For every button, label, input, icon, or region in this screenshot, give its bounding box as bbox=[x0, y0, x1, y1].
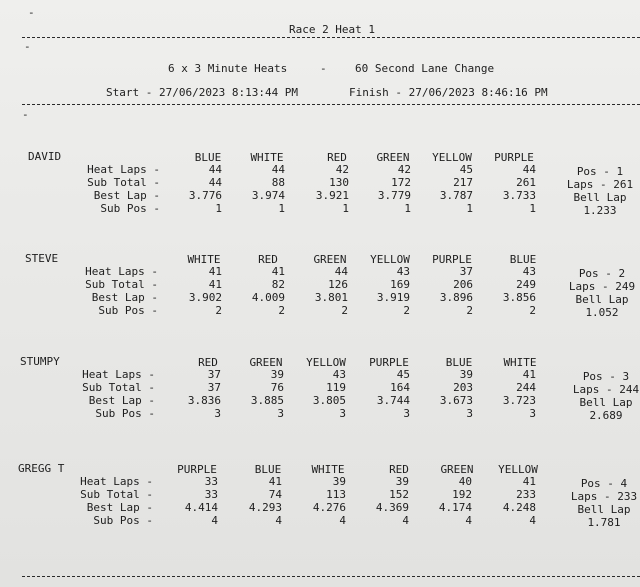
table-cell: 43 bbox=[522, 265, 536, 278]
lane-header: PURPLE bbox=[494, 151, 534, 164]
rule-top bbox=[22, 37, 640, 38]
summary-line: Bell Lap bbox=[579, 396, 633, 409]
table-cell: 119 bbox=[326, 381, 346, 394]
table-cell: 4 bbox=[211, 514, 218, 527]
summary-line: Bell Lap bbox=[577, 503, 631, 516]
table-cell: 3.836 bbox=[187, 394, 221, 407]
row-label: Sub Total - bbox=[80, 488, 153, 501]
table-cell: 4 bbox=[529, 514, 536, 527]
summary-line: Bell Lap bbox=[575, 293, 629, 306]
table-cell: 3 bbox=[339, 407, 346, 420]
rule-header-bottom bbox=[22, 104, 640, 105]
table-cell: 3.921 bbox=[315, 189, 349, 202]
lane-header: PURPLE bbox=[369, 356, 409, 369]
table-cell: 3 bbox=[403, 407, 410, 420]
summary-line: Laps - 233 bbox=[570, 490, 638, 503]
table-cell: 249 bbox=[516, 278, 536, 291]
table-cell: 3.805 bbox=[312, 394, 346, 407]
table-cell: 3 bbox=[529, 407, 536, 420]
lane-header: YELLOW bbox=[432, 151, 472, 164]
table-cell: 42 bbox=[397, 163, 411, 176]
table-cell: 41 bbox=[271, 265, 285, 278]
row-label: Best Lap - bbox=[86, 501, 153, 514]
lane-header: YELLOW bbox=[370, 253, 410, 266]
table-cell: 113 bbox=[326, 488, 346, 501]
table-cell: 4 bbox=[402, 514, 409, 527]
row-label: Heat Laps - bbox=[80, 475, 153, 488]
lane-header: RED bbox=[258, 253, 278, 266]
row-label: Sub Pos - bbox=[98, 304, 158, 317]
table-cell: 3.896 bbox=[439, 291, 473, 304]
summary-line: 2.689 bbox=[589, 409, 623, 422]
table-cell: 4 bbox=[465, 514, 472, 527]
table-cell: 3.787 bbox=[439, 189, 473, 202]
table-cell: 39 bbox=[332, 475, 346, 488]
table-cell: 4.009 bbox=[251, 291, 285, 304]
lane-header: GREEN bbox=[440, 463, 474, 476]
lane-header: BLUE bbox=[445, 356, 473, 369]
table-cell: 2 bbox=[278, 304, 285, 317]
table-cell: 43 bbox=[332, 368, 346, 381]
dash-mark: - bbox=[28, 6, 35, 19]
table-cell: 41 bbox=[522, 368, 536, 381]
lane-header: WHITE bbox=[503, 356, 537, 369]
table-cell: 45 bbox=[459, 163, 473, 176]
row-label: Best Lap - bbox=[91, 291, 158, 304]
racer-name: GREGG T bbox=[18, 462, 65, 475]
table-cell: 37 bbox=[459, 265, 473, 278]
table-cell: 3.744 bbox=[376, 394, 410, 407]
racer-name: DAVID bbox=[28, 150, 62, 163]
table-cell: 43 bbox=[396, 265, 410, 278]
lane-header: BLUE bbox=[509, 253, 537, 266]
summary-line: Bell Lap bbox=[573, 191, 627, 204]
summary-line: Laps - 249 bbox=[568, 280, 636, 293]
table-cell: 1 bbox=[342, 202, 349, 215]
table-cell: 3 bbox=[466, 407, 473, 420]
table-cell: 3 bbox=[214, 407, 221, 420]
summary-line: Pos - 1 bbox=[576, 165, 624, 178]
row-label: Heat Laps - bbox=[87, 163, 160, 176]
table-cell: 41 bbox=[208, 278, 222, 291]
table-cell: 130 bbox=[329, 176, 349, 189]
start-time: Start - 27/06/2023 8:13:44 PM bbox=[106, 86, 299, 99]
table-cell: 152 bbox=[389, 488, 409, 501]
table-cell: 4.248 bbox=[502, 501, 536, 514]
table-cell: 192 bbox=[452, 488, 472, 501]
table-cell: 45 bbox=[396, 368, 410, 381]
table-cell: 3.919 bbox=[376, 291, 410, 304]
table-cell: 1 bbox=[529, 202, 536, 215]
table-cell: 3.974 bbox=[251, 189, 285, 202]
row-label: Sub Pos - bbox=[100, 202, 160, 215]
row-label: Heat Laps - bbox=[82, 368, 155, 381]
lane-header: BLUE bbox=[194, 151, 222, 164]
racer-name: STUMPY bbox=[20, 355, 60, 368]
row-label: Sub Total - bbox=[82, 381, 155, 394]
summary-line: 1.781 bbox=[587, 516, 621, 529]
lane-header: WHITE bbox=[311, 463, 345, 476]
rule-bottom bbox=[22, 576, 640, 577]
racer-name: STEVE bbox=[25, 252, 59, 265]
table-cell: 41 bbox=[268, 475, 282, 488]
table-cell: 3 bbox=[277, 407, 284, 420]
table-cell: 44 bbox=[271, 163, 285, 176]
table-cell: 76 bbox=[270, 381, 284, 394]
race-title: Race 2 Heat 1 bbox=[288, 23, 376, 36]
table-cell: 3.673 bbox=[439, 394, 473, 407]
table-cell: 42 bbox=[335, 163, 349, 176]
table-cell: 39 bbox=[459, 368, 473, 381]
lane-header: RED bbox=[198, 356, 218, 369]
lane-header: PURPLE bbox=[432, 253, 472, 266]
lane-header: RED bbox=[389, 463, 409, 476]
table-cell: 3.776 bbox=[188, 189, 222, 202]
row-label: Best Lap - bbox=[88, 394, 155, 407]
summary-line: 1.233 bbox=[583, 204, 617, 217]
table-cell: 3.733 bbox=[502, 189, 536, 202]
lane-header: RED bbox=[327, 151, 347, 164]
summary-line: Laps - 261 bbox=[566, 178, 634, 191]
lane-change: 60 Second Lane Change bbox=[355, 62, 495, 75]
lane-header: YELLOW bbox=[306, 356, 346, 369]
table-cell: 1 bbox=[278, 202, 285, 215]
table-cell: 33 bbox=[204, 488, 218, 501]
table-cell: 41 bbox=[522, 475, 536, 488]
table-cell: 74 bbox=[268, 488, 282, 501]
table-cell: 164 bbox=[390, 381, 410, 394]
lane-header: GREEN bbox=[376, 151, 410, 164]
row-label: Sub Pos - bbox=[93, 514, 153, 527]
table-cell: 3.902 bbox=[188, 291, 222, 304]
table-cell: 3.885 bbox=[250, 394, 284, 407]
table-cell: 4 bbox=[275, 514, 282, 527]
row-label: Sub Pos - bbox=[95, 407, 155, 420]
table-cell: 82 bbox=[271, 278, 285, 291]
table-cell: 4.276 bbox=[312, 501, 346, 514]
table-cell: 2 bbox=[529, 304, 536, 317]
summary-line: Pos - 3 bbox=[582, 370, 630, 383]
table-cell: 4 bbox=[339, 514, 346, 527]
table-cell: 1 bbox=[404, 202, 411, 215]
table-cell: 37 bbox=[207, 368, 221, 381]
table-cell: 1 bbox=[215, 202, 222, 215]
row-label: Sub Total - bbox=[87, 176, 160, 189]
lane-header: YELLOW bbox=[498, 463, 538, 476]
row-label: Heat Laps - bbox=[85, 265, 158, 278]
table-cell: 41 bbox=[208, 265, 222, 278]
table-cell: 37 bbox=[207, 381, 221, 394]
dash-mark: - bbox=[24, 40, 31, 53]
table-cell: 4.174 bbox=[438, 501, 472, 514]
summary-line: 1.052 bbox=[585, 306, 619, 319]
table-cell: 40 bbox=[458, 475, 472, 488]
row-label: Best Lap - bbox=[93, 189, 160, 202]
table-cell: 217 bbox=[453, 176, 473, 189]
table-cell: 4.293 bbox=[248, 501, 282, 514]
table-cell: 126 bbox=[328, 278, 348, 291]
finish-time: Finish - 27/06/2023 8:46:16 PM bbox=[349, 86, 548, 99]
table-cell: 206 bbox=[453, 278, 473, 291]
table-cell: 4.414 bbox=[184, 501, 218, 514]
lane-header: GREEN bbox=[313, 253, 347, 266]
dash-mark: - bbox=[22, 108, 29, 121]
table-cell: 44 bbox=[334, 265, 348, 278]
table-cell: 88 bbox=[271, 176, 285, 189]
format-separator: - bbox=[320, 62, 327, 75]
heat-format: 6 x 3 Minute Heats bbox=[168, 62, 288, 75]
lane-header: BLUE bbox=[254, 463, 282, 476]
table-cell: 39 bbox=[395, 475, 409, 488]
table-cell: 44 bbox=[208, 176, 222, 189]
table-cell: 33 bbox=[204, 475, 218, 488]
table-cell: 3.801 bbox=[314, 291, 348, 304]
table-cell: 2 bbox=[215, 304, 222, 317]
table-cell: 44 bbox=[208, 163, 222, 176]
row-label: Sub Total - bbox=[85, 278, 158, 291]
lane-header: WHITE bbox=[187, 253, 221, 266]
summary-line: Laps - 244 bbox=[572, 383, 640, 396]
lane-header: PURPLE bbox=[177, 463, 217, 476]
summary-line: Pos - 2 bbox=[578, 267, 626, 280]
table-cell: 4.369 bbox=[375, 501, 409, 514]
table-cell: 44 bbox=[522, 163, 536, 176]
table-cell: 2 bbox=[341, 304, 348, 317]
table-cell: 203 bbox=[453, 381, 473, 394]
table-cell: 169 bbox=[390, 278, 410, 291]
table-cell: 3.779 bbox=[377, 189, 411, 202]
table-cell: 39 bbox=[270, 368, 284, 381]
table-cell: 233 bbox=[516, 488, 536, 501]
table-cell: 172 bbox=[391, 176, 411, 189]
table-cell: 1 bbox=[466, 202, 473, 215]
lane-header: WHITE bbox=[250, 151, 284, 164]
table-cell: 261 bbox=[516, 176, 536, 189]
table-cell: 2 bbox=[466, 304, 473, 317]
table-cell: 244 bbox=[516, 381, 536, 394]
table-cell: 3.723 bbox=[502, 394, 536, 407]
table-cell: 3.856 bbox=[502, 291, 536, 304]
table-cell: 2 bbox=[403, 304, 410, 317]
lane-header: GREEN bbox=[249, 356, 283, 369]
summary-line: Pos - 4 bbox=[580, 477, 628, 490]
